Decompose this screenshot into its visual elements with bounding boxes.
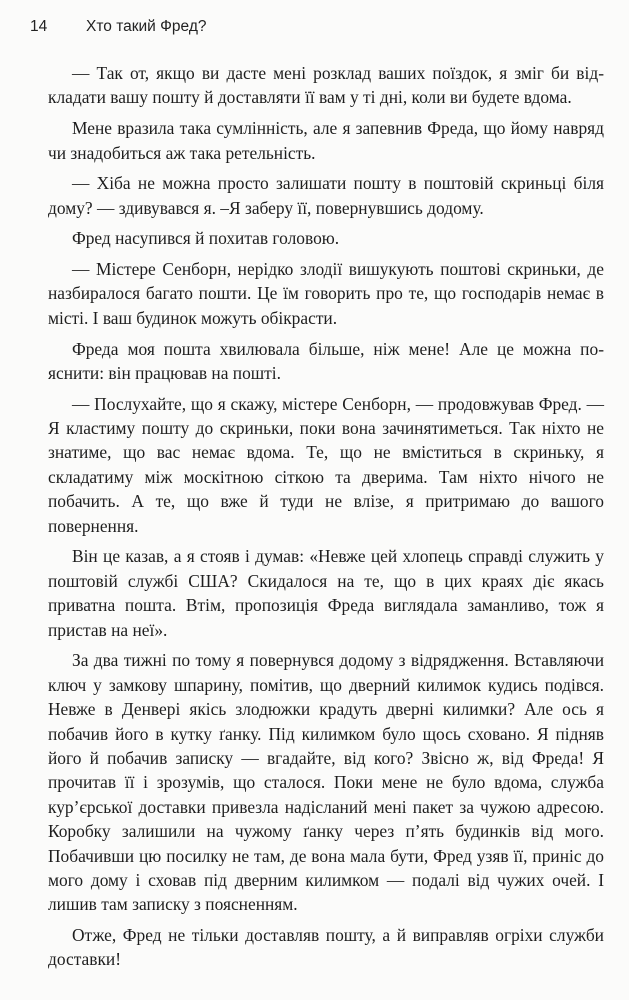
paragraph: Він це казав, а я стояв і думав: «Невже цей хлопець справді служить у поштовій службі США? Скидалося на те, що в цих краях діє якась приватна пошта. Втім, пропозиція Фреда виглядала заманливо, тож я пристав на неї». — [48, 546, 604, 640]
page-number: 14 — [30, 18, 48, 35]
paragraph: — Послухайте, що я скажу, містере Сенборн, — продовжував Фред. — Я кластиму пошту до скриньки, поки вона зачинятиметься. Так ніхто не знатиме, що вас немає вдома. Те, що не вміститься в скриньку, я складатиму між москітною сіткою та дверима. Там ніхто нічого не побачить. А те, що вже й туди не влізе, я притримаю до вашого повернення. — [48, 393, 604, 536]
paragraph: — Містере Сенборн, нерідко злодії вишукують поштові скриньки, де назбиралося багато пошти. Це їм говорить про те, що господарів немає в місті. І ваш будинок можуть обікрасти. — [48, 259, 604, 328]
paragraph: Отже, Фред не тільки доставляв пошту, а й виправляв огріхи служби доставки! — [48, 925, 604, 970]
paragraph: За два тижні по тому я повернувся додому з відрядження. Вставляючи ключ у замкову шпарину, помітив, що дверний килимок кудись подівся. Невже в Денвері якісь злодюжки крадуть дверні килимки? Але ось я побачив його в кутку ґанку. Під килимком було щось сховано. Я підняв його й побачив записку — вгадайте, від кого? Звісно ж, від Фреда! Я прочитав її і зрозумів, що сталося. Поки мене не було вдома, служба кур’єрської доставки привезла надіcланий мені пакет за чужою адресою. Коробку залишили на чужому ґанку через п’ять будинків від мого. Побачивши цю посилку не там, де вона мала бути, Фред узяв її, приніс до мого дому і сховав під дверним килимком — подалі від чужих очей. І лишив там записку з поясненням. — [48, 650, 604, 915]
paragraph: — Так от, якщо ви дасте мені розклад ваших поїздок, я зміг би відкладати вашу пошту й доставляти її вам у ті дні, коли ви будете вдома. — [48, 63, 604, 108]
paragraph: — Хіба не можна просто залишати пошту в поштовій скриньці біля дому? — здивувався я. –Я заберу її, повернувшись додому. — [48, 173, 604, 218]
paragraph: Фреда моя пошта хвилювала більше, ніж мене! Але це можна пояснити: він працював на пошті. — [48, 338, 604, 383]
running-title: Хто такий Фред? — [86, 18, 207, 35]
paragraph: Фред насупився й похитав головою. — [72, 228, 340, 249]
running-header — [30, 18, 207, 36]
text-body — [48, 61, 604, 972]
paragraph: Мене вразила така сумлінність, але я запевнив Фреда, що йому навряд чи знадобиться аж така ретельність. — [48, 118, 604, 163]
